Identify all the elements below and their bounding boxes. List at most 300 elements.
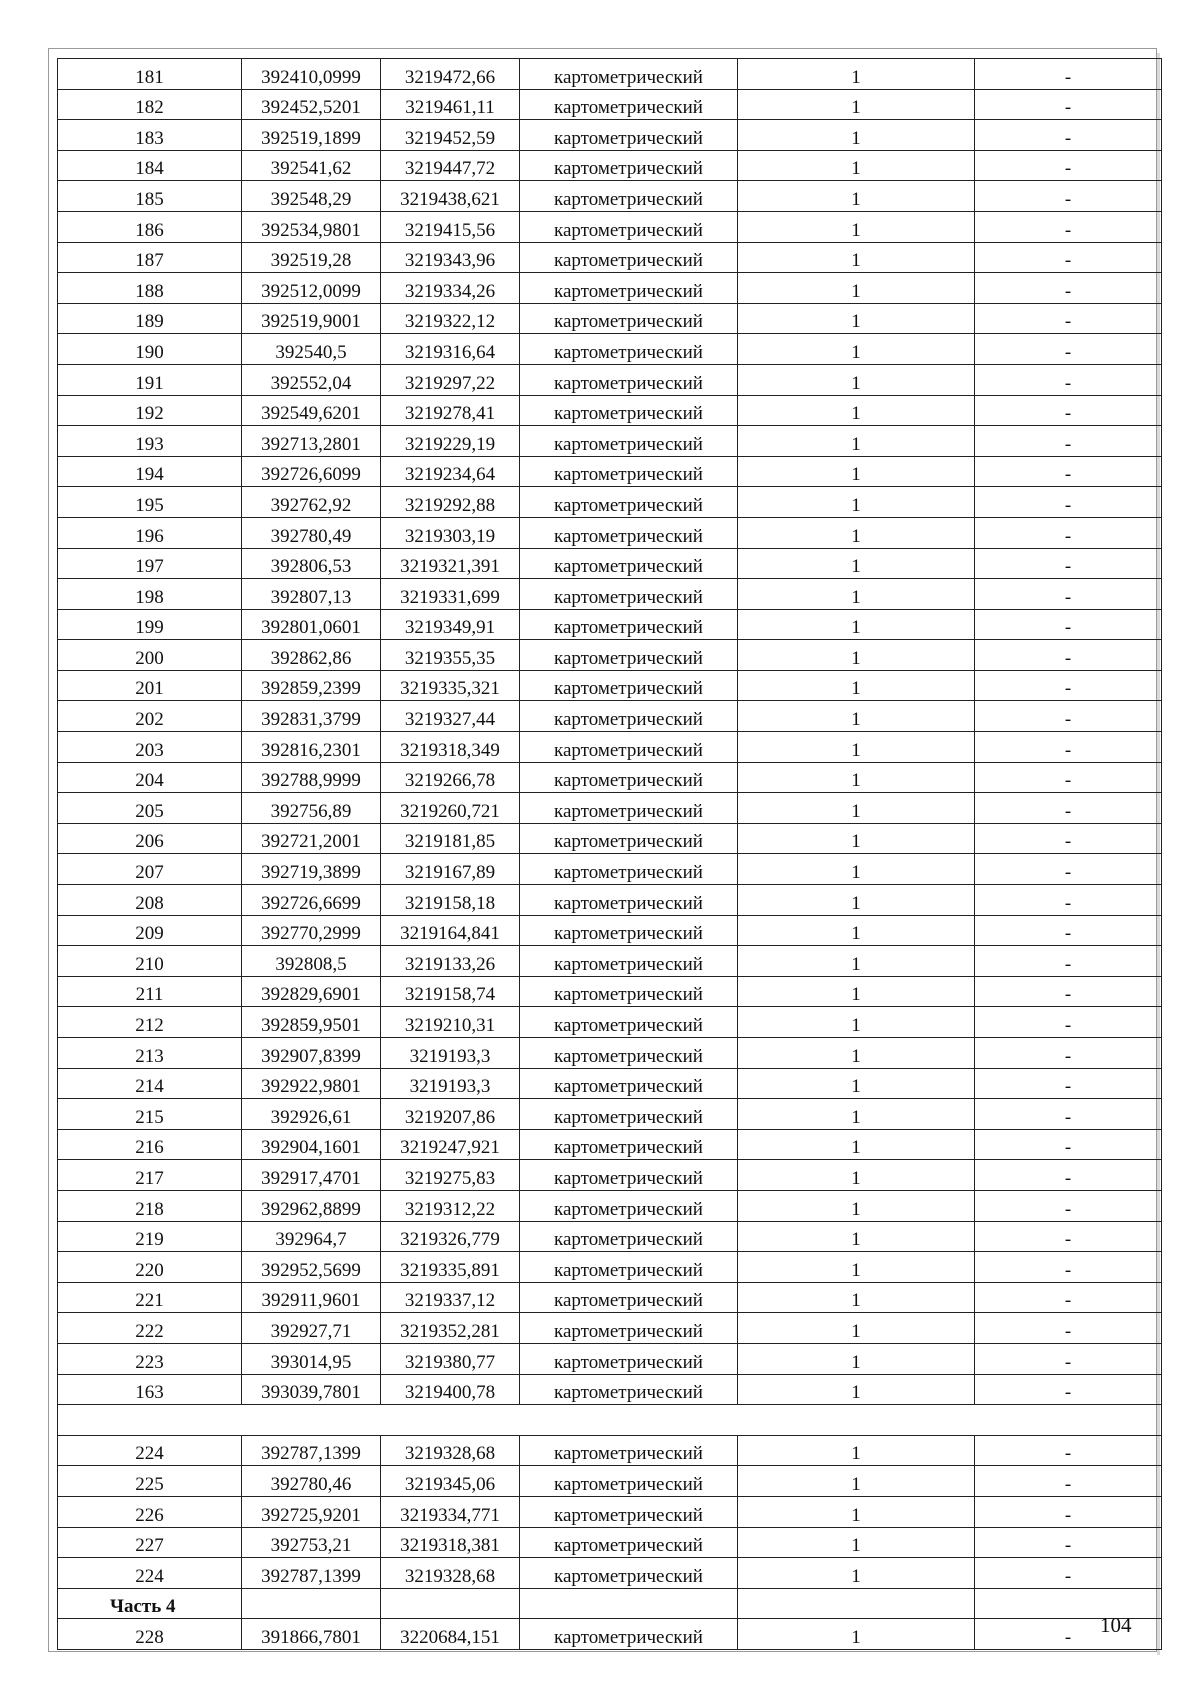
table-row <box>58 548 1162 579</box>
y-coordinate-cell: 3219164,841 <box>381 915 520 946</box>
y-coordinate-cell: 3219275,83 <box>381 1160 520 1191</box>
note-cell: - <box>975 793 1162 824</box>
point-number-cell: 188 <box>58 273 242 304</box>
y-coordinate-cell: 3219260,721 <box>381 793 520 824</box>
point-number-cell: 193 <box>58 426 242 457</box>
x-coordinate-cell: 392801,0601 <box>242 609 381 640</box>
note-cell: - <box>975 1099 1162 1130</box>
accuracy-cell: 1 <box>738 579 975 610</box>
accuracy-cell: 1 <box>738 915 975 946</box>
method-cell: картометрический <box>520 1558 738 1589</box>
note-cell: - <box>975 59 1162 90</box>
method-cell: картометрический <box>520 1527 738 1558</box>
note-cell: - <box>975 334 1162 365</box>
method-cell: картометрический <box>520 1374 738 1405</box>
note-cell: - <box>975 1129 1162 1160</box>
accuracy-cell: 1 <box>738 640 975 671</box>
table-row <box>58 976 1162 1007</box>
point-number-cell: 182 <box>58 89 242 120</box>
point-number-cell: 184 <box>58 150 242 181</box>
table-row <box>58 1160 1162 1191</box>
x-coordinate-cell: 392922,9801 <box>242 1068 381 1099</box>
method-cell: картометрический <box>520 242 738 273</box>
note-cell: - <box>975 1190 1162 1221</box>
method-cell: картометрический <box>520 1313 738 1344</box>
note-cell: - <box>975 273 1162 304</box>
x-coordinate-cell: 392726,6099 <box>242 456 381 487</box>
note-cell: - <box>975 1282 1162 1313</box>
point-number-cell: 187 <box>58 242 242 273</box>
x-coordinate-cell: 392726,6699 <box>242 885 381 916</box>
point-number-cell: 224 <box>58 1435 242 1466</box>
x-coordinate-cell: 392808,5 <box>242 946 381 977</box>
note-cell: - <box>975 1496 1162 1527</box>
x-coordinate-cell: 392540,5 <box>242 334 381 365</box>
x-coordinate-cell: 392410,0999 <box>242 59 381 90</box>
table-row <box>58 762 1162 793</box>
table-row <box>58 1313 1162 1344</box>
note-cell: - <box>975 1007 1162 1038</box>
x-coordinate-cell: 392552,04 <box>242 364 381 395</box>
accuracy-cell: 1 <box>738 1496 975 1527</box>
method-cell: картометрический <box>520 395 738 426</box>
table-row <box>58 885 1162 916</box>
table-row <box>58 181 1162 212</box>
method-cell: картометрический <box>520 1129 738 1160</box>
point-number-cell: 218 <box>58 1190 242 1221</box>
method-cell: картометрический <box>520 456 738 487</box>
x-coordinate-cell: 392780,49 <box>242 517 381 548</box>
method-cell: картометрический <box>520 609 738 640</box>
accuracy-cell: 1 <box>738 854 975 885</box>
note-cell: - <box>975 89 1162 120</box>
empty-cell <box>381 1588 520 1619</box>
separator-cell <box>58 1405 1162 1436</box>
method-cell: картометрический <box>520 150 738 181</box>
note-cell: - <box>975 181 1162 212</box>
accuracy-cell: 1 <box>738 1160 975 1191</box>
accuracy-cell: 1 <box>738 1099 975 1130</box>
point-number-cell: 181 <box>58 59 242 90</box>
table-row <box>58 1190 1162 1221</box>
table-row <box>58 946 1162 977</box>
note-cell: - <box>975 242 1162 273</box>
accuracy-cell: 1 <box>738 1221 975 1252</box>
accuracy-cell: 1 <box>738 1374 975 1405</box>
point-number-cell: 208 <box>58 885 242 916</box>
accuracy-cell: 1 <box>738 732 975 763</box>
table-row <box>58 579 1162 610</box>
x-coordinate-cell: 392831,3799 <box>242 701 381 732</box>
coordinates-table <box>57 58 1162 1650</box>
method-cell: картометрический <box>520 1221 738 1252</box>
method-cell: картометрический <box>520 1068 738 1099</box>
x-coordinate-cell: 392787,1399 <box>242 1435 381 1466</box>
point-number-cell: 222 <box>58 1313 242 1344</box>
point-number-cell: 212 <box>58 1007 242 1038</box>
x-coordinate-cell: 392762,92 <box>242 487 381 518</box>
accuracy-cell: 1 <box>738 1527 975 1558</box>
table-row <box>58 1496 1162 1527</box>
table-row <box>58 303 1162 334</box>
accuracy-cell: 1 <box>738 609 975 640</box>
note-cell: - <box>975 854 1162 885</box>
x-coordinate-cell: 391866,7801 <box>242 1619 381 1650</box>
method-cell: картометрический <box>520 579 738 610</box>
y-coordinate-cell: 3219312,22 <box>381 1190 520 1221</box>
y-coordinate-cell: 3219133,26 <box>381 946 520 977</box>
x-coordinate-cell: 392859,9501 <box>242 1007 381 1038</box>
table-row <box>58 120 1162 151</box>
x-coordinate-cell: 392907,8399 <box>242 1038 381 1069</box>
point-number-cell: 199 <box>58 609 242 640</box>
x-coordinate-cell: 392519,1899 <box>242 120 381 151</box>
accuracy-cell: 1 <box>738 517 975 548</box>
point-number-cell: 216 <box>58 1129 242 1160</box>
y-coordinate-cell: 3219334,771 <box>381 1496 520 1527</box>
accuracy-cell: 1 <box>738 1038 975 1069</box>
x-coordinate-cell: 392541,62 <box>242 150 381 181</box>
accuracy-cell: 1 <box>738 364 975 395</box>
table-row <box>58 487 1162 518</box>
point-number-cell: 201 <box>58 670 242 701</box>
accuracy-cell: 1 <box>738 1435 975 1466</box>
x-coordinate-cell: 392788,9999 <box>242 762 381 793</box>
table-row <box>58 1252 1162 1283</box>
y-coordinate-cell: 3219207,86 <box>381 1099 520 1130</box>
accuracy-cell: 1 <box>738 1313 975 1344</box>
x-coordinate-cell: 392926,61 <box>242 1099 381 1130</box>
table-row <box>58 1221 1162 1252</box>
x-coordinate-cell: 392756,89 <box>242 793 381 824</box>
point-number-cell: 205 <box>58 793 242 824</box>
table-row <box>58 640 1162 671</box>
y-coordinate-cell: 3219461,11 <box>381 89 520 120</box>
x-coordinate-cell: 392927,71 <box>242 1313 381 1344</box>
method-cell: картометрический <box>520 517 738 548</box>
point-number-cell: 227 <box>58 1527 242 1558</box>
point-number-cell: 228 <box>58 1619 242 1650</box>
note-cell: - <box>975 487 1162 518</box>
note-cell: - <box>975 701 1162 732</box>
y-coordinate-cell: 3219167,89 <box>381 854 520 885</box>
y-coordinate-cell: 3219193,3 <box>381 1068 520 1099</box>
table-row <box>58 609 1162 640</box>
table-row <box>58 1068 1162 1099</box>
accuracy-cell: 1 <box>738 1343 975 1374</box>
method-cell: картометрический <box>520 640 738 671</box>
y-coordinate-cell: 3219334,26 <box>381 273 520 304</box>
y-coordinate-cell: 3219278,41 <box>381 395 520 426</box>
point-number-cell: 163 <box>58 1374 242 1405</box>
note-cell: - <box>975 1466 1162 1497</box>
table-row <box>58 1282 1162 1313</box>
method-cell: картометрический <box>520 89 738 120</box>
separator-row <box>58 1405 1162 1436</box>
table-row <box>58 1558 1162 1589</box>
x-coordinate-cell: 392519,28 <box>242 242 381 273</box>
method-cell: картометрический <box>520 334 738 365</box>
point-number-cell: 185 <box>58 181 242 212</box>
method-cell: картометрический <box>520 364 738 395</box>
method-cell: картометрический <box>520 1038 738 1069</box>
y-coordinate-cell: 3219158,18 <box>381 885 520 916</box>
accuracy-cell: 1 <box>738 89 975 120</box>
accuracy-cell: 1 <box>738 181 975 212</box>
note-cell: - <box>975 1160 1162 1191</box>
accuracy-cell: 1 <box>738 59 975 90</box>
x-coordinate-cell: 392917,4701 <box>242 1160 381 1191</box>
method-cell: картометрический <box>520 885 738 916</box>
point-number-cell: 192 <box>58 395 242 426</box>
method-cell: картометрический <box>520 732 738 763</box>
accuracy-cell: 1 <box>738 1129 975 1160</box>
empty-cell <box>738 1588 975 1619</box>
note-cell: - <box>975 1558 1162 1589</box>
table-row <box>58 426 1162 457</box>
table-row <box>58 793 1162 824</box>
x-coordinate-cell: 392904,1601 <box>242 1129 381 1160</box>
point-number-cell: 215 <box>58 1099 242 1130</box>
x-coordinate-cell: 392964,7 <box>242 1221 381 1252</box>
note-cell: - <box>975 579 1162 610</box>
y-coordinate-cell: 3219316,64 <box>381 334 520 365</box>
note-cell: - <box>975 1068 1162 1099</box>
accuracy-cell: 1 <box>738 1007 975 1038</box>
x-coordinate-cell: 392512,0099 <box>242 273 381 304</box>
table-row <box>58 211 1162 242</box>
x-coordinate-cell: 392806,53 <box>242 548 381 579</box>
y-coordinate-cell: 3219335,321 <box>381 670 520 701</box>
x-coordinate-cell: 392807,13 <box>242 579 381 610</box>
method-cell: картометрический <box>520 1343 738 1374</box>
point-number-cell: 224 <box>58 1558 242 1589</box>
x-coordinate-cell: 392962,8899 <box>242 1190 381 1221</box>
y-coordinate-cell: 3219292,88 <box>381 487 520 518</box>
table-row <box>58 1007 1162 1038</box>
method-cell: картометрический <box>520 426 738 457</box>
note-cell: - <box>975 946 1162 977</box>
point-number-cell: 197 <box>58 548 242 579</box>
note-cell: - <box>975 885 1162 916</box>
accuracy-cell: 1 <box>738 426 975 457</box>
y-coordinate-cell: 3219318,349 <box>381 732 520 763</box>
point-number-cell: 220 <box>58 1252 242 1283</box>
note-cell: - <box>975 150 1162 181</box>
accuracy-cell: 1 <box>738 1558 975 1589</box>
method-cell: картометрический <box>520 823 738 854</box>
note-cell: - <box>975 609 1162 640</box>
accuracy-cell: 1 <box>738 946 975 977</box>
page-number: 104 <box>1100 1613 1132 1637</box>
x-coordinate-cell: 392952,5699 <box>242 1252 381 1283</box>
y-coordinate-cell: 3219303,19 <box>381 517 520 548</box>
point-number-cell: 214 <box>58 1068 242 1099</box>
point-number-cell: 190 <box>58 334 242 365</box>
table-row <box>58 701 1162 732</box>
table-row <box>58 1099 1162 1130</box>
y-coordinate-cell: 3219472,66 <box>381 59 520 90</box>
y-coordinate-cell: 3219193,3 <box>381 1038 520 1069</box>
method-cell: картометрический <box>520 1190 738 1221</box>
table-row <box>58 1435 1162 1466</box>
y-coordinate-cell: 3219343,96 <box>381 242 520 273</box>
y-coordinate-cell: 3219321,391 <box>381 548 520 579</box>
accuracy-cell: 1 <box>738 701 975 732</box>
point-number-cell: 202 <box>58 701 242 732</box>
table-row <box>58 89 1162 120</box>
method-cell: картометрический <box>520 181 738 212</box>
accuracy-cell: 1 <box>738 487 975 518</box>
point-number-cell: 194 <box>58 456 242 487</box>
method-cell: картометрический <box>520 1099 738 1130</box>
accuracy-cell: 1 <box>738 1466 975 1497</box>
note-cell: - <box>975 915 1162 946</box>
y-coordinate-cell: 3219352,281 <box>381 1313 520 1344</box>
table-row <box>58 732 1162 763</box>
x-coordinate-cell: 392829,6901 <box>242 976 381 1007</box>
point-number-cell: 221 <box>58 1282 242 1313</box>
x-coordinate-cell: 392787,1399 <box>242 1558 381 1589</box>
note-cell: - <box>975 211 1162 242</box>
note-cell: - <box>975 732 1162 763</box>
method-cell: картометрический <box>520 976 738 1007</box>
method-cell: картометрический <box>520 1007 738 1038</box>
note-cell: - <box>975 640 1162 671</box>
empty-cell <box>242 1588 381 1619</box>
x-coordinate-cell: 392725,9201 <box>242 1496 381 1527</box>
note-cell: - <box>975 548 1162 579</box>
y-coordinate-cell: 3219328,68 <box>381 1435 520 1466</box>
table-row <box>58 517 1162 548</box>
point-number-cell: 207 <box>58 854 242 885</box>
point-number-cell: 219 <box>58 1221 242 1252</box>
accuracy-cell: 1 <box>738 1252 975 1283</box>
method-cell: картометрический <box>520 1619 738 1650</box>
table-row <box>58 1466 1162 1497</box>
accuracy-cell: 1 <box>738 334 975 365</box>
note-cell: - <box>975 1038 1162 1069</box>
table-row <box>58 150 1162 181</box>
y-coordinate-cell: 3219229,19 <box>381 426 520 457</box>
y-coordinate-cell: 3219181,85 <box>381 823 520 854</box>
y-coordinate-cell: 3219438,621 <box>381 181 520 212</box>
note-cell: - <box>975 1221 1162 1252</box>
accuracy-cell: 1 <box>738 395 975 426</box>
table-row <box>58 1374 1162 1405</box>
y-coordinate-cell: 3219247,921 <box>381 1129 520 1160</box>
accuracy-cell: 1 <box>738 548 975 579</box>
point-number-cell: 195 <box>58 487 242 518</box>
y-coordinate-cell: 3219328,68 <box>381 1558 520 1589</box>
y-coordinate-cell: 3219331,699 <box>381 579 520 610</box>
accuracy-cell: 1 <box>738 1282 975 1313</box>
point-number-cell: 203 <box>58 732 242 763</box>
x-coordinate-cell: 392862,86 <box>242 640 381 671</box>
point-number-cell: 211 <box>58 976 242 1007</box>
point-number-cell: 200 <box>58 640 242 671</box>
method-cell: картометрический <box>520 1282 738 1313</box>
method-cell: картометрический <box>520 59 738 90</box>
table-row <box>58 242 1162 273</box>
table-row <box>58 1038 1162 1069</box>
point-number-cell: 206 <box>58 823 242 854</box>
y-coordinate-cell: 3219349,91 <box>381 609 520 640</box>
point-number-cell: 210 <box>58 946 242 977</box>
accuracy-cell: 1 <box>738 456 975 487</box>
note-cell: - <box>975 456 1162 487</box>
y-coordinate-cell: 3219345,06 <box>381 1466 520 1497</box>
accuracy-cell: 1 <box>738 823 975 854</box>
table-row <box>58 59 1162 90</box>
x-coordinate-cell: 393039,7801 <box>242 1374 381 1405</box>
note-cell: - <box>975 1374 1162 1405</box>
point-number-cell: 209 <box>58 915 242 946</box>
method-cell: картометрический <box>520 1466 738 1497</box>
table-row <box>58 854 1162 885</box>
table-row <box>58 670 1162 701</box>
empty-cell <box>520 1588 738 1619</box>
coordinates-table-body <box>58 59 1162 1650</box>
y-coordinate-cell: 3219335,891 <box>381 1252 520 1283</box>
accuracy-cell: 1 <box>738 793 975 824</box>
point-number-cell: 213 <box>58 1038 242 1069</box>
note-cell: - <box>975 823 1162 854</box>
note-cell: - <box>975 762 1162 793</box>
y-coordinate-cell: 3219326,779 <box>381 1221 520 1252</box>
y-coordinate-cell: 3219380,77 <box>381 1343 520 1374</box>
accuracy-cell: 1 <box>738 976 975 1007</box>
table-row <box>58 1619 1162 1650</box>
x-coordinate-cell: 392452,5201 <box>242 89 381 120</box>
accuracy-cell: 1 <box>738 120 975 151</box>
y-coordinate-cell: 3220684,151 <box>381 1619 520 1650</box>
table-row <box>58 823 1162 854</box>
y-coordinate-cell: 3219318,381 <box>381 1527 520 1558</box>
table-row <box>58 456 1162 487</box>
method-cell: картометрический <box>520 120 738 151</box>
note-cell: - <box>975 120 1162 151</box>
y-coordinate-cell: 3219266,78 <box>381 762 520 793</box>
point-number-cell: 225 <box>58 1466 242 1497</box>
method-cell: картометрический <box>520 762 738 793</box>
note-cell: - <box>975 670 1162 701</box>
x-coordinate-cell: 392753,21 <box>242 1527 381 1558</box>
note-cell: - <box>975 1527 1162 1558</box>
table-row <box>58 1129 1162 1160</box>
table-row <box>58 334 1162 365</box>
table-row <box>58 1343 1162 1374</box>
point-number-cell: 198 <box>58 579 242 610</box>
method-cell: картометрический <box>520 1252 738 1283</box>
method-cell: картометрический <box>520 854 738 885</box>
x-coordinate-cell: 392534,9801 <box>242 211 381 242</box>
note-cell: - <box>975 1313 1162 1344</box>
accuracy-cell: 1 <box>738 211 975 242</box>
note-cell: - <box>975 364 1162 395</box>
table-row <box>58 364 1162 395</box>
table-row <box>58 915 1162 946</box>
method-cell: картометрический <box>520 915 738 946</box>
y-coordinate-cell: 3219234,64 <box>381 456 520 487</box>
note-cell: - <box>975 1435 1162 1466</box>
table-row <box>58 273 1162 304</box>
y-coordinate-cell: 3219297,22 <box>381 364 520 395</box>
point-number-cell: 189 <box>58 303 242 334</box>
x-coordinate-cell: 392549,6201 <box>242 395 381 426</box>
y-coordinate-cell: 3219210,31 <box>381 1007 520 1038</box>
table-row <box>58 1527 1162 1558</box>
